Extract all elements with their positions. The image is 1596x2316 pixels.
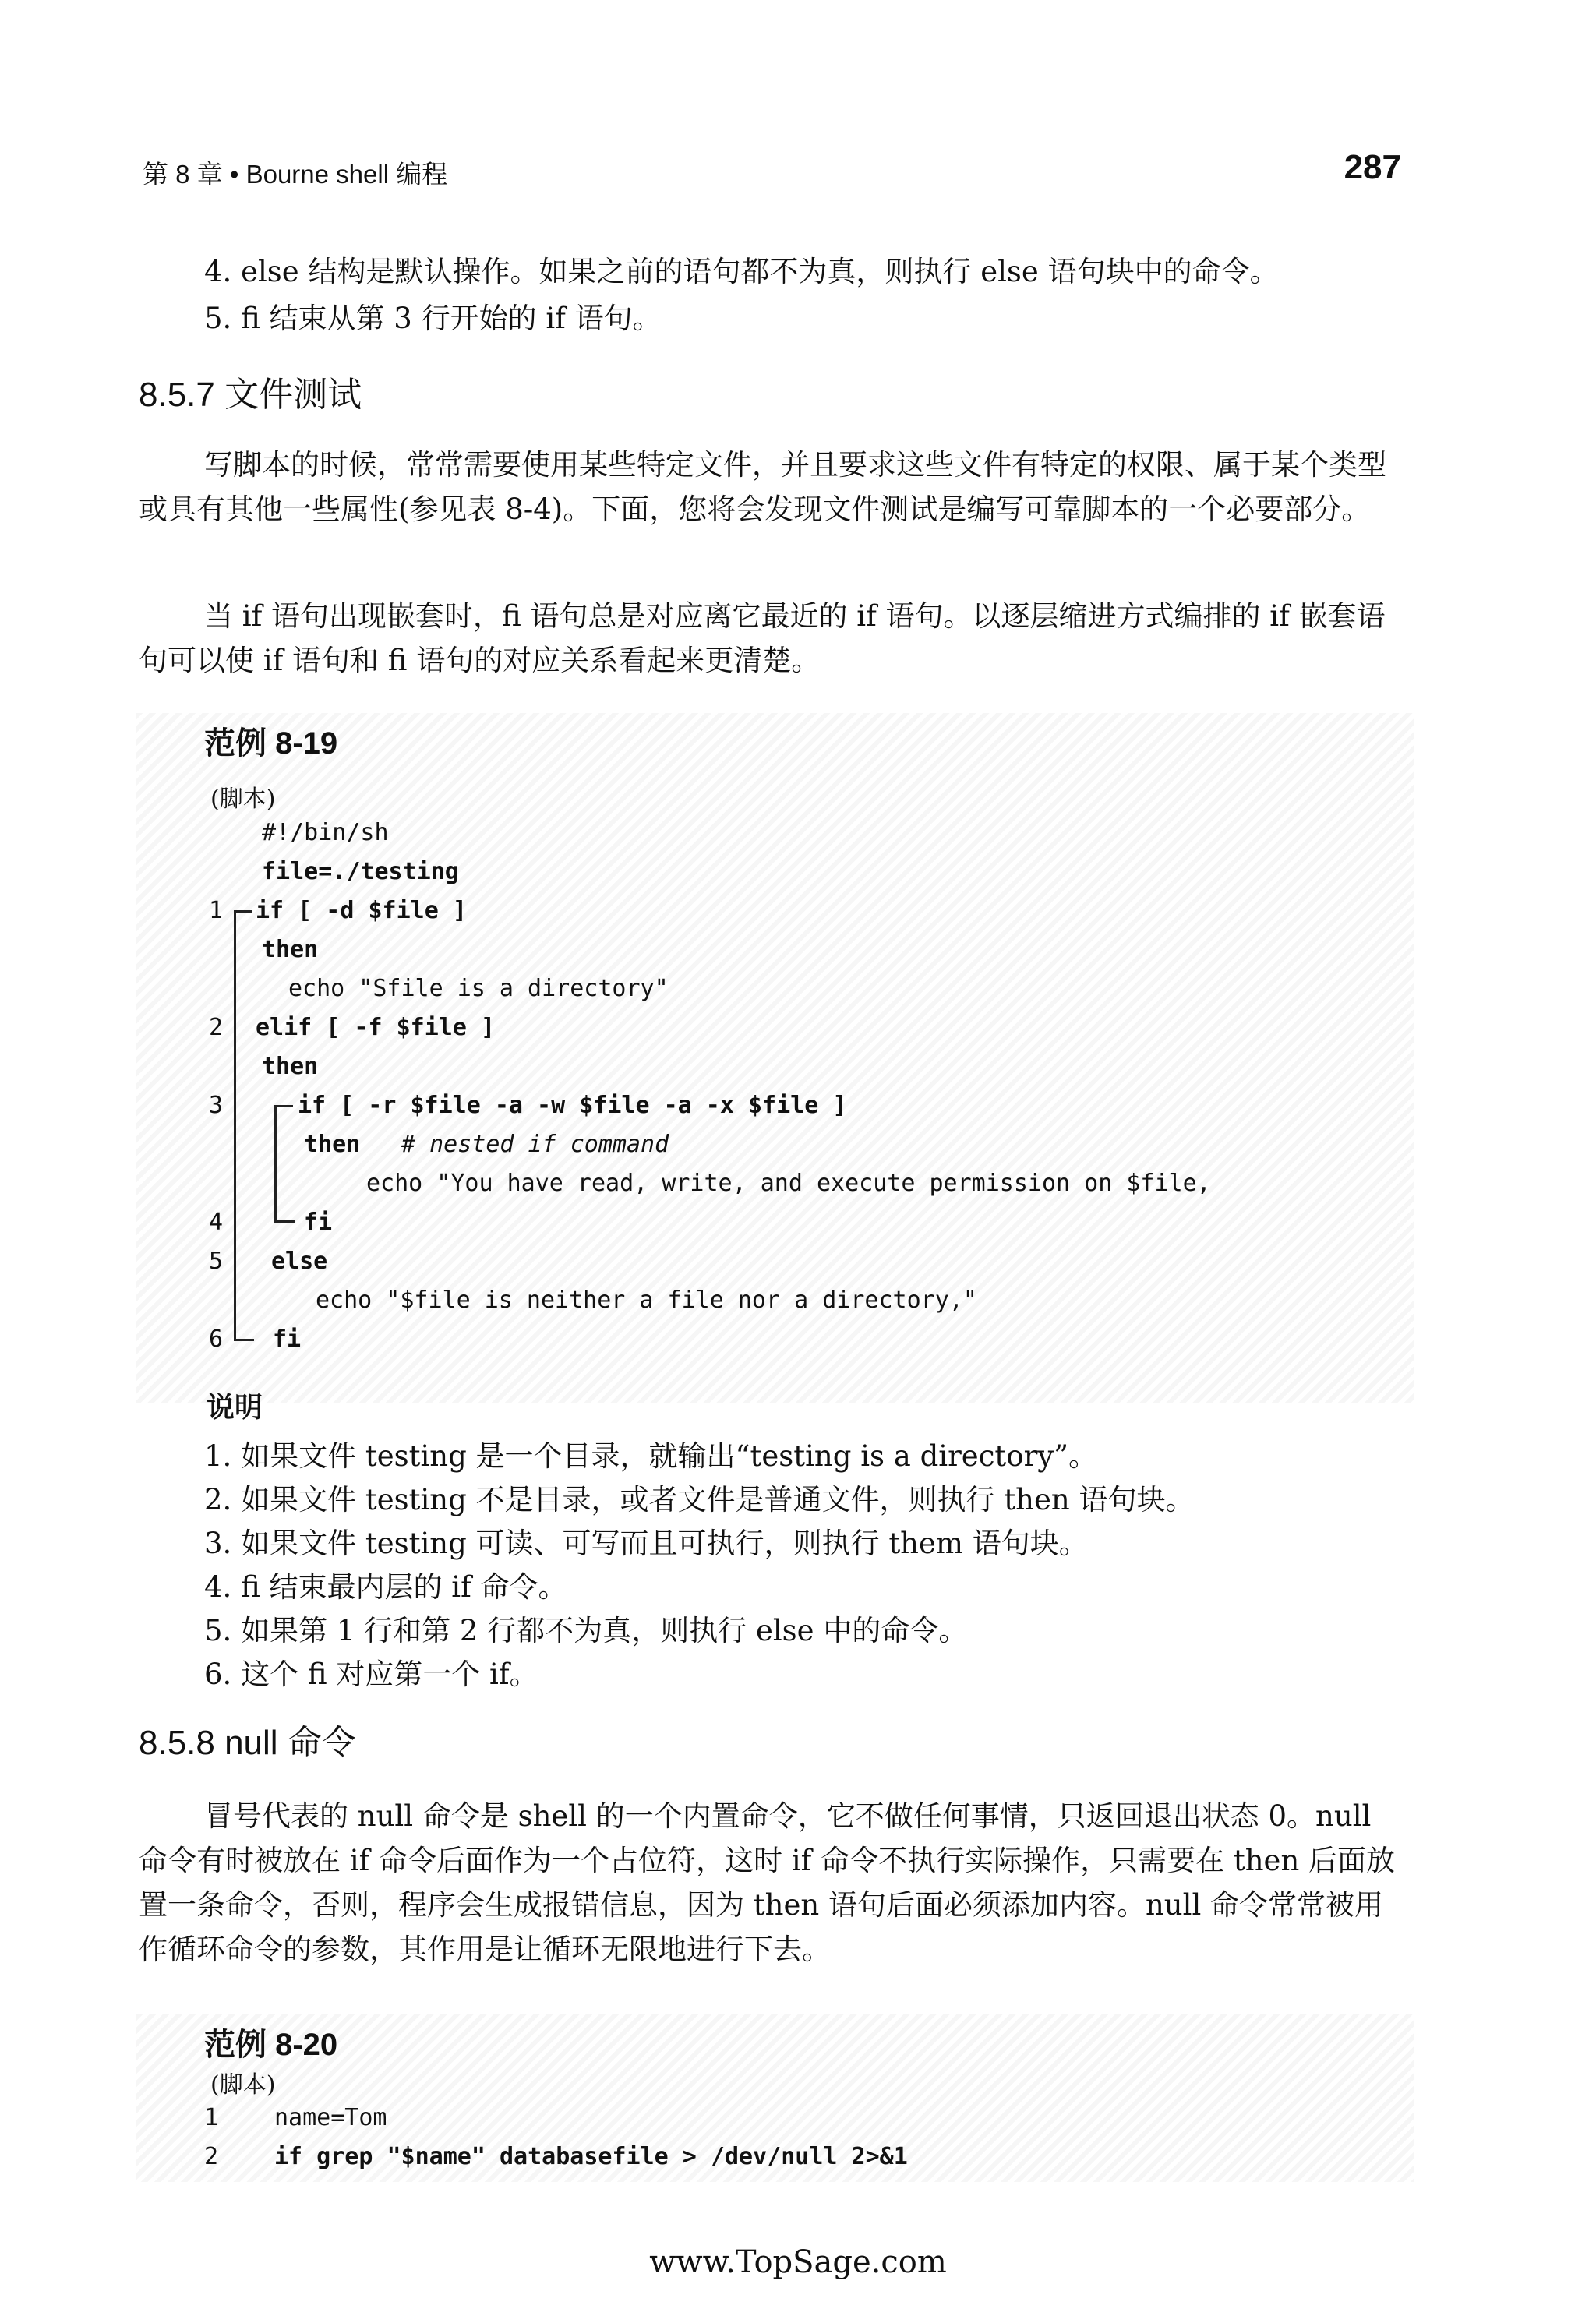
notes-title: 说明 [207, 1391, 263, 1424]
line-number: 1 [209, 897, 224, 924]
intro-list-item: 4. else 结构是默认操作。如果之前的语句都不为真，则执行 else 语句块中的命令。 [204, 255, 1279, 288]
code-line: if [ -d $file ] [256, 897, 467, 924]
code-line: file=./testing [262, 858, 459, 885]
chapter-header: 第 8 章 • Bourne shell 编程 [143, 160, 448, 189]
code-line: #!/bin/sh [262, 819, 389, 846]
line-number: 3 [209, 1092, 224, 1119]
line-number: 2 [209, 1014, 224, 1041]
example-subtitle: (脚本) [210, 2071, 276, 2099]
code-line: echo "$file is neither a file nor a directory," [316, 1287, 977, 1314]
paragraph: 冒号代表的 null 命令是 shell 的一个内置命令，它不做任何事情，只返回退出状态 0。null 命令有时被放在 if 命令后面作为一个占位符，这时 if 命令不执行实际操作，只需要在 then 后面放置一条命令，否则，程序会生成报错信息，因为 then 语句后面必须添加内容。null 命令常常被用作循环命令的参数，其作用是让循环无限地进行下去。 [139, 1799, 1396, 1966]
paragraph: 当 if 语句出现嵌套时，fi 语句总是对应离它最近的 if 语句。以逐层缩进方式编排的 if 嵌套语句可以使 if 语句和 fi 语句的对应关系看起来更清楚。 [139, 599, 1386, 677]
line-number: 2 [204, 2143, 219, 2170]
note-item: 1. 如果文件 testing 是一个目录，就输出“testing is a directory”。 [204, 1439, 1098, 1473]
code-line: name=Tom [274, 2104, 387, 2131]
footer-url: www.TopSage.com [649, 2244, 947, 2280]
code-line: fi [273, 1326, 302, 1353]
code-line: then [304, 1131, 361, 1158]
code-line: if grep "$name" databasefile > /dev/null 2>&1 [274, 2143, 908, 2170]
paragraph: 写脚本的时候，常常需要使用某些特定文件，并且要求这些文件有特定的权限、属于某个类型或具有其他一些属性(参见表 8-4)。下面，您将会发现文件测试是编写可靠脚本的一个必要部分。 [139, 448, 1386, 526]
code-line: echo "You have read, write, and execute permission on $file, [366, 1170, 1211, 1197]
outer-if-bracket-bottom [234, 1339, 254, 1341]
line-number: 1 [204, 2104, 219, 2131]
note-item: 2. 如果文件 testing 不是目录，或者文件是普通文件，则执行 then 语句块。 [204, 1483, 1195, 1516]
inner-if-bracket-top [274, 1105, 293, 1107]
line-number: 6 [209, 1326, 224, 1353]
code-line: else [271, 1248, 328, 1275]
inner-if-bracket-bottom [274, 1220, 295, 1223]
code-line: then [262, 1053, 319, 1080]
page-number: 287 [1344, 148, 1401, 186]
example-title: 范例 8-19 [204, 726, 338, 761]
code-line: echo "Sfile is a directory" [288, 975, 669, 1002]
code-line: elif [ -f $file ] [256, 1014, 496, 1041]
section-heading-8-5-7: 8.5.7 文件测试 [139, 376, 362, 414]
note-item: 6. 这个 fi 对应第一个 if。 [204, 1658, 538, 1691]
inner-if-bracket [274, 1105, 277, 1222]
code-line: if [ -r $file -a -w $file -a -x $file ] [298, 1092, 847, 1119]
note-item: 5. 如果第 1 行和第 2 行都不为真，则执行 else 中的命令。 [204, 1614, 968, 1647]
note-item: 4. fi 结束最内层的 if 命令。 [204, 1570, 567, 1604]
outer-if-bracket [234, 910, 236, 1340]
example-subtitle: (脚本) [210, 786, 276, 813]
intro-list-item: 5. fi 结束从第 3 行开始的 if 语句。 [204, 302, 662, 335]
section-heading-8-5-8: 8.5.8 null 命令 [139, 1724, 356, 1762]
code-line: fi [304, 1209, 333, 1236]
line-number: 4 [209, 1209, 224, 1236]
outer-if-bracket-top [234, 910, 252, 913]
code-line: then [262, 936, 319, 963]
note-item: 3. 如果文件 testing 可读、可写而且可执行，则执行 them 语句块。 [204, 1527, 1088, 1560]
line-number: 5 [209, 1248, 224, 1275]
code-comment: # nested if command [401, 1131, 669, 1158]
example-title: 范例 8-20 [204, 2028, 338, 2062]
